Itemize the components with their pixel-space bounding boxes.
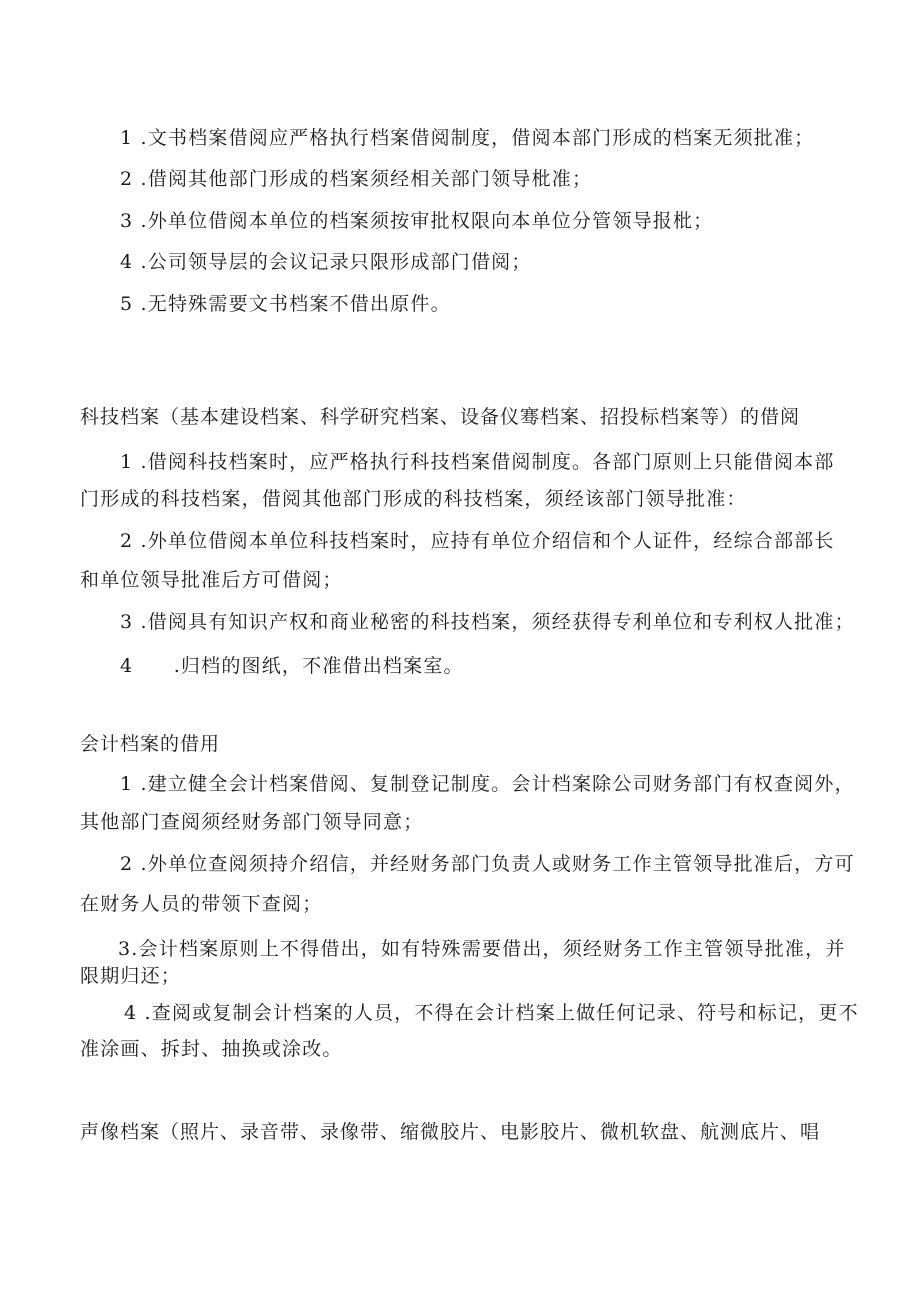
kuaiji-item-4-line-1: 4 .查阅或复制会计档案的人员，不得在会计档案上做任何记录、符号和标记，更不 [124, 1002, 859, 1024]
kuaiji-item-1-line-1: 1 .建立健全会计档案借阅、复制登记制度。会计档案除公司财务部门有权查阅外， [120, 773, 855, 795]
kuaiji-item-2-line-2: 在财务人员的带领下查阅； [80, 893, 323, 915]
wenshu-item-2: 2 .借阅其他部门形成的档案须经相关部门领导枇准； [120, 168, 593, 190]
keji-item-4: 4 .归档的图纸，不准借出档案室。 [120, 655, 464, 677]
keji-item-2-line-1: 2 .外单位借阅本单位科技档案时，应持有单位介绍信和个人证件，经综合部部长 [120, 530, 835, 552]
keji-item-2-line-2: 和单位领导批准后方可借阅； [80, 569, 343, 591]
keji-heading: 科技档案（基本建设档案、科学研究档案、设备仪骞档案、招投标档案等）的借阅 [80, 406, 801, 428]
keji-item-3: 3 .借阅具有知识产权和商业秘密的科技档案，须经获得专利单位和专利权人批准； [120, 611, 855, 633]
wenshu-item-1: 1 .文书档案借阅应严格执行档案借阅制度，借阅本部门形成的档案无须批准； [120, 127, 815, 149]
kuaiji-item-3-line-1: 3.会计档案原则上不得借出，如有特殊需要借出，须经财务工作主管领导批准，并 [118, 938, 846, 960]
wenshu-item-4: 4 .公司领导层的会议记录只限形成部门借阅； [120, 251, 532, 273]
shengxiang-heading: 声像档案（照片、录音带、录像带、缩微胶片、电影胶片、微机软盘、航测底片、唱 [80, 1121, 821, 1143]
kuaiji-heading: 会计档案的借用 [80, 733, 221, 755]
keji-item-1-line-1: 1 .借阅科技档案时，应严格执行科技档案借阅制度。各部门原则上只能借阅本部 [120, 451, 835, 473]
wenshu-item-5: 5 .无特殊需要文书档案不借出原件。 [120, 293, 451, 315]
wenshu-item-3: 3 .外单位借阅本单位的档案须按审批权限向本单位分管领导报枇； [120, 210, 714, 232]
kuaiji-item-4-line-2: 准涂画、拆封、抽换或涂改。 [80, 1038, 343, 1060]
keji-item-1-line-2: 门形成的科技档案，借阅其他部门形成的科技档案，须经该部门领导批准： [80, 488, 747, 510]
kuaiji-item-3-line-2: 限期归还； [80, 965, 182, 987]
kuaiji-item-1-line-2: 其他部门查阅须经财务部门领导同意； [80, 811, 424, 833]
kuaiji-item-2-line-1: 2 .外单位查阅须持介绍信，并经财务部门负责人或财务工作主管领导批准后，方可 [120, 853, 855, 875]
